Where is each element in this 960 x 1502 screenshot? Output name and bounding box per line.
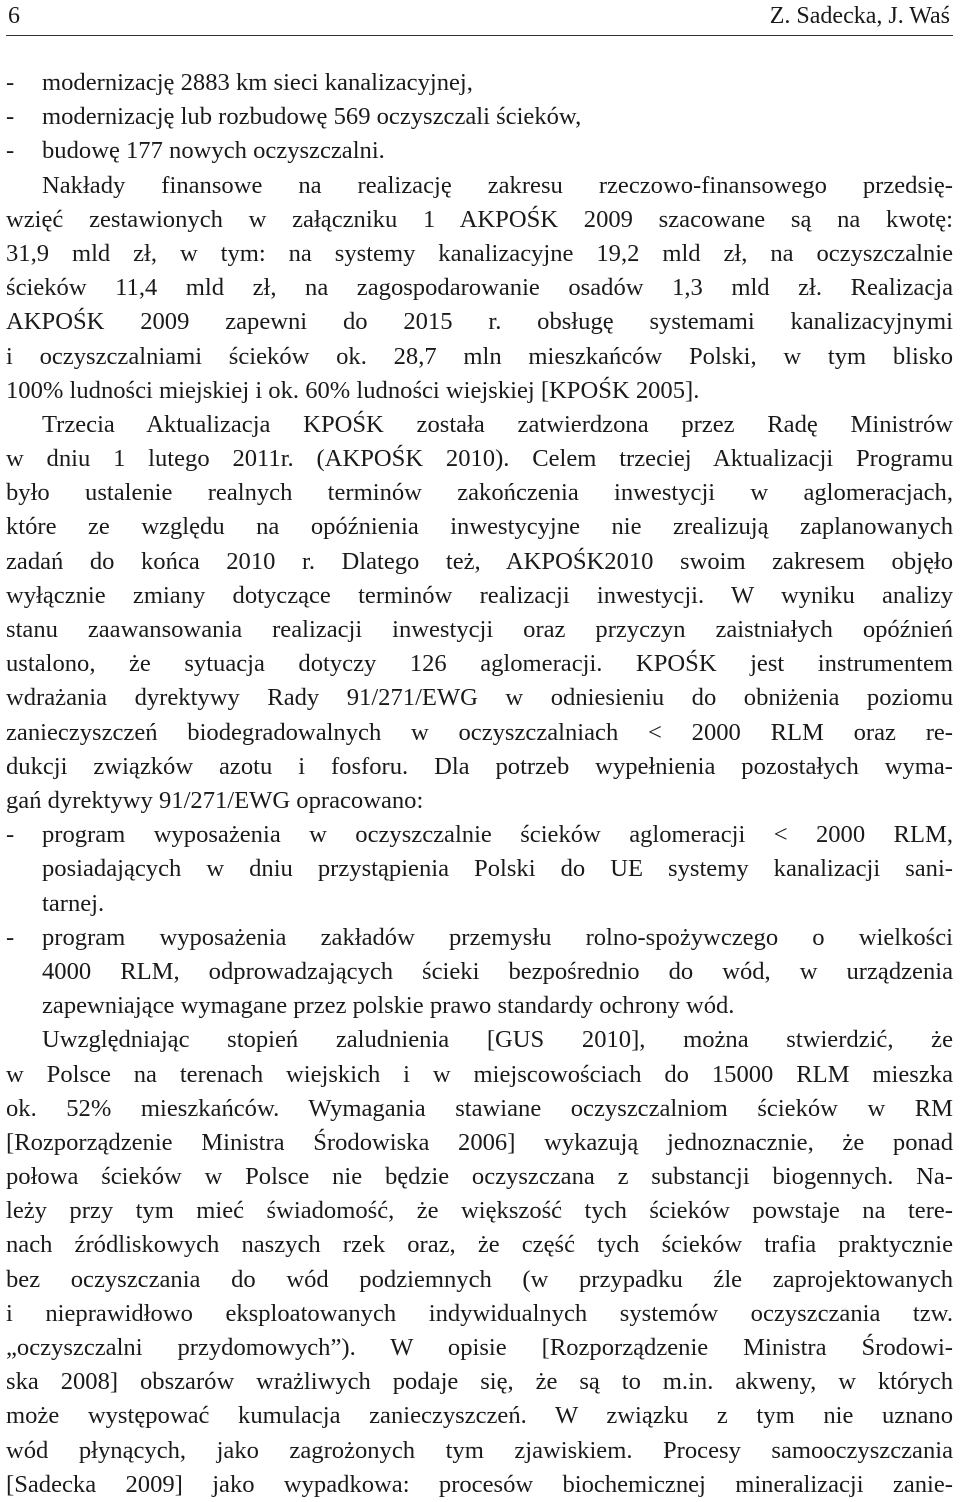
text-line: i nieprawidłowo eksploatowanych indywidualnych systemów oczyszczania tzw. xyxy=(6,1299,953,1327)
list-item xyxy=(6,818,953,921)
list-item xyxy=(6,66,953,100)
list-dash: - xyxy=(6,821,15,849)
paragraph-1 xyxy=(6,169,953,408)
text-line: Trzecia Aktualizacja KPOŚK została zatwierdzona przez Radę Ministrów xyxy=(42,410,953,438)
text-line: [Sadecka 2009] jako wypadkowa: procesów biochemicznej mineralizacji zanie- xyxy=(6,1470,953,1498)
text-line: Nakłady finansowe na realizację zakresu rzeczowo-finansowego przedsię- xyxy=(42,171,953,199)
text-line: zadań do końca 2010 r. Dlatego też, AKPOŚK2010 swoim zakresem objęło xyxy=(6,547,953,575)
body-text xyxy=(6,66,953,1502)
list-item-text: tarnej. xyxy=(42,889,105,917)
paragraph-2 xyxy=(6,408,953,818)
text-line: zanieczyszczeń biodegradowalnych w oczyszczalniach < 2000 RLM oraz re- xyxy=(6,718,953,746)
text-line: AKPOŚK 2009 zapewni do 2015 r. obsługę systemami kanalizacyjnymi xyxy=(6,308,953,336)
text-line: połowa ścieków w Polsce nie będzie oczyszczana z substancji biogennych. Na- xyxy=(6,1163,953,1191)
text-line: które ze względu na opóźnienia inwestycyjne nie zrealizują zaplanowanych xyxy=(6,513,953,541)
text-line: w dniu 1 lutego 2011r. (AKPOŚK 2010). Celem trzeciej Aktualizacji Programu xyxy=(6,445,953,473)
text-line: bez oczyszczania do wód podziemnych (w przypadku źle zaprojektowanych xyxy=(6,1265,953,1293)
text-line: Uwzględniając stopień zaludnienia [GUS 2010], można stwierdzić, że xyxy=(42,1026,953,1054)
list-dash: - xyxy=(6,137,15,165)
list-item-text: program wyposażenia w oczyszczalnie ścieków aglomeracji < 2000 RLM, xyxy=(42,821,953,849)
text-line: leży przy tym mieć świadomość, że większość tych ścieków powstaje na tere- xyxy=(6,1197,953,1225)
list-item-text: budowę 177 nowych oczyszczalni. xyxy=(42,137,385,165)
list-item-text: modernizację 2883 km sieci kanalizacyjnej, xyxy=(42,69,473,96)
text-line: 100% ludności miejskiej i ok. 60% ludności wiejskiej [KPOŚK 2005]. xyxy=(6,376,700,404)
text-line: może występować kumulacja zanieczyszczeń. W związku z tym nie uznano xyxy=(6,1402,953,1430)
list-item xyxy=(6,921,953,1024)
bullet-list-2 xyxy=(6,818,953,1023)
list-item-text: zapewniające wymagane przez polskie prawo standardy ochrony wód. xyxy=(42,992,735,1020)
list-dash: - xyxy=(6,69,15,96)
list-dash: - xyxy=(6,103,15,131)
text-line: gań dyrektywy 91/271/EWG opracowano: xyxy=(6,786,424,814)
running-head-authors: Z. Sadecka, J. Waś xyxy=(769,3,950,29)
text-line: wyłącznie zmiany dotyczące terminów realizacji inwestycji. W wyniku analizy xyxy=(6,581,953,609)
running-head xyxy=(6,0,953,33)
list-item xyxy=(6,100,953,134)
text-line: w Polsce na terenach wiejskich i w miejscowościach do 15000 RLM mieszka xyxy=(6,1060,953,1088)
list-item-text: program wyposażenia zakładów przemysłu rolno-spożywczego o wielkości xyxy=(42,923,953,951)
text-line: stanu zaawansowania realizacji inwestycji oraz przyczyn zaistniałych opóźnień xyxy=(6,616,953,644)
text-line: ścieków 11,4 mld zł, na zagospodarowanie osadów 1,3 mld zł. Realizacja xyxy=(6,274,953,302)
text-line: 31,9 mld zł, w tym: na systemy kanalizacyjne 19,2 mld zł, na oczyszczalnie xyxy=(6,239,953,267)
list-item xyxy=(6,134,953,168)
text-line: wzięć zestawionych w załączniku 1 AKPOŚK 2009 szacowane są na kwotę: xyxy=(6,205,953,233)
text-line: ok. 52% mieszkańców. Wymagania stawiane oczyszczalniom ścieków w RM xyxy=(6,1094,953,1122)
text-line: ska 2008] obszarów wrażliwych podaje się, że są to m.in. akweny, w których xyxy=(6,1368,953,1396)
text-line: dukcji związków azotu i fosforu. Dla potrzeb wypełnienia pozostałych wyma- xyxy=(6,752,953,780)
page-number: 6 xyxy=(8,3,20,29)
bullet-list-1 xyxy=(6,66,953,169)
text-line: wód płynących, jako zagrożonych tym zjawiskiem. Procesy samooczyszczania xyxy=(6,1436,953,1464)
list-item-text: 4000 RLM, odprowadzających ścieki bezpośrednio do wód, w urządzenia xyxy=(42,957,953,985)
list-item-first-line xyxy=(6,921,953,955)
header-rule xyxy=(6,35,953,36)
text-line: „oczyszczalni przydomowych”). W opisie [Rozporządzenie Ministra Środowi- xyxy=(6,1334,953,1362)
list-item-text: modernizację lub rozbudowę 569 oczyszczali ścieków, xyxy=(42,103,582,131)
text-line: i oczyszczalniami ścieków ok. 28,7 mln mieszkańców Polski, w tym blisko xyxy=(6,342,953,370)
text-line: wdrażania dyrektywy Rady 91/271/EWG w odniesieniu do obniżenia poziomu xyxy=(6,684,953,712)
text-line: ustalono, że sytuacja dotyczy 126 aglomeracji. KPOŚK jest instrumentem xyxy=(6,650,953,678)
text-line: nach źródliskowych naszych rzek oraz, że część tych ścieków trafia praktycznie xyxy=(6,1231,953,1259)
text-line: [Rozporządzenie Ministra Środowiska 2006] wykazują jednoznacznie, że ponad xyxy=(6,1128,953,1156)
text-line: było ustalenie realnych terminów zakończenia inwestycji w aglomeracjach, xyxy=(6,479,953,507)
list-item-text: posiadających w dniu przystąpienia Polski do UE systemy kanalizacji sani- xyxy=(42,855,953,883)
list-dash: - xyxy=(6,923,15,951)
list-item-first-line xyxy=(6,818,953,852)
paragraph-3 xyxy=(6,1023,953,1502)
